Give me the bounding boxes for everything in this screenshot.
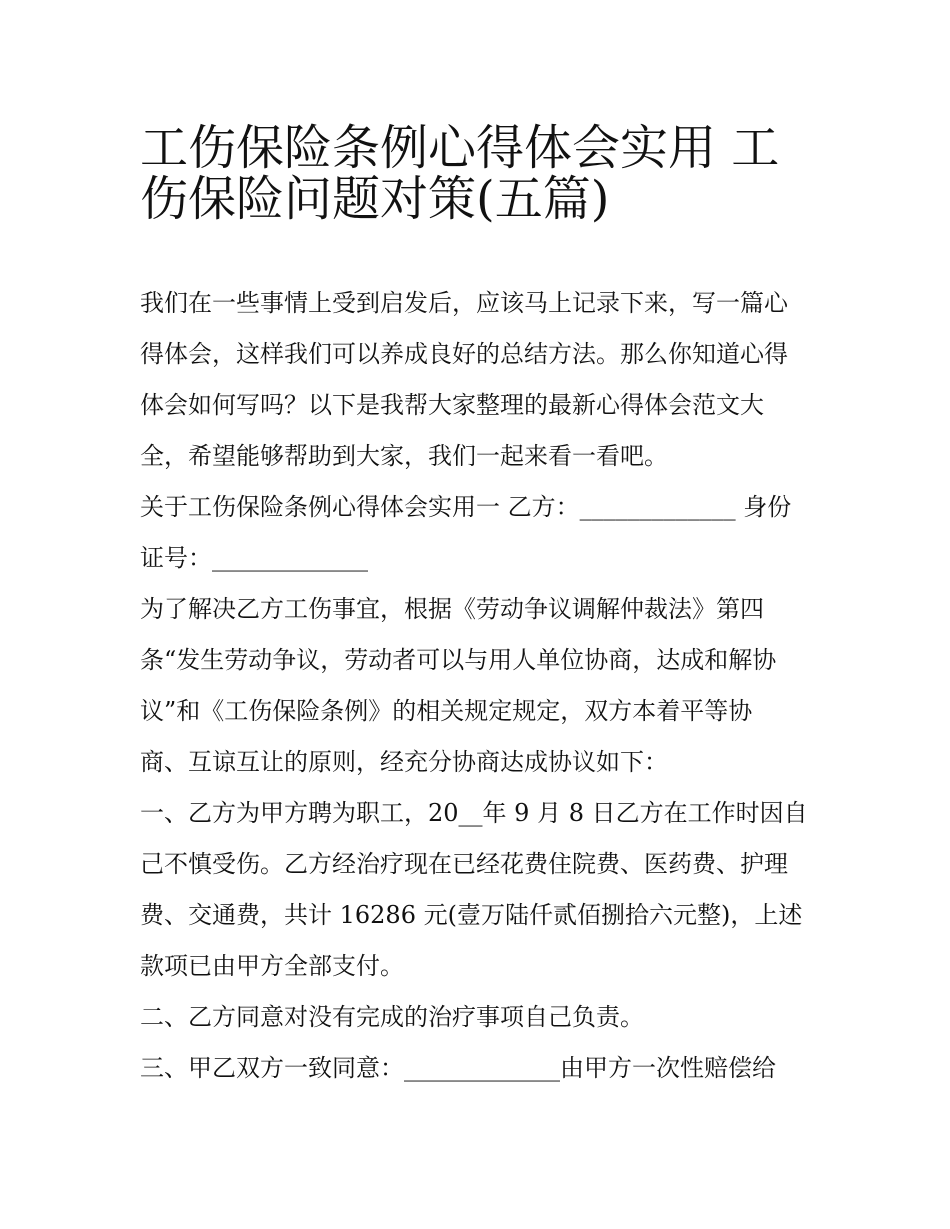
body-line: 商、互谅互让的原则，经充分协商达成协议如下：: [140, 748, 668, 776]
body-line: 得体会，这样我们可以养成良好的总结方法。那么你知道心得: [140, 340, 788, 368]
body-line: 一、乙方为甲方聘为职工，20__年 9 月 8 日乙方在工作时因自: [140, 799, 808, 827]
body-line: 二、乙方同意对没有完成的治疗事项自己负责。: [140, 1003, 644, 1031]
body-line: 议”和《工伤保险条例》的相关规定规定，双方本着平等协: [140, 697, 753, 725]
body-line: 三、甲乙双方一致同意：_____________由甲方一次性赔偿给: [140, 1054, 776, 1082]
body-line: 条“发生劳动争议，劳动者可以与用人单位协商，达成和解协: [140, 646, 777, 674]
body-line: 体会如何写吗？以下是我帮大家整理的最新心得体会范文大: [140, 391, 764, 419]
document-title: [140, 112, 820, 227]
body-line: 证号：_____________: [140, 544, 368, 572]
body-line: 己不慎受伤。乙方经治疗现在已经花费住院费、医药费、护理: [140, 850, 788, 878]
body-line: 关于工伤保险条例心得体会实用一 乙方：_____________ 身份: [140, 493, 792, 521]
title-line: 伤保险问题对策(五篇): [140, 171, 610, 227]
body-line: 费、交通费，共计 16286 元(壹万陆仟贰佰捌拾六元整)，上述: [140, 901, 803, 929]
body-line: 款项已由甲方全部支付。: [140, 952, 404, 980]
body-line: 全，希望能够帮助到大家，我们一起来看一看吧。: [140, 442, 668, 470]
document-body: [140, 278, 820, 1094]
title-line: 工伤保险条例心得体会实用 工: [140, 120, 780, 176]
body-line: 为了解决乙方工伤事宜，根据《劳动争议调解仲裁法》第四: [140, 595, 764, 623]
body-line: 我们在一些事情上受到启发后，应该马上记录下来，写一篇心: [140, 289, 788, 317]
